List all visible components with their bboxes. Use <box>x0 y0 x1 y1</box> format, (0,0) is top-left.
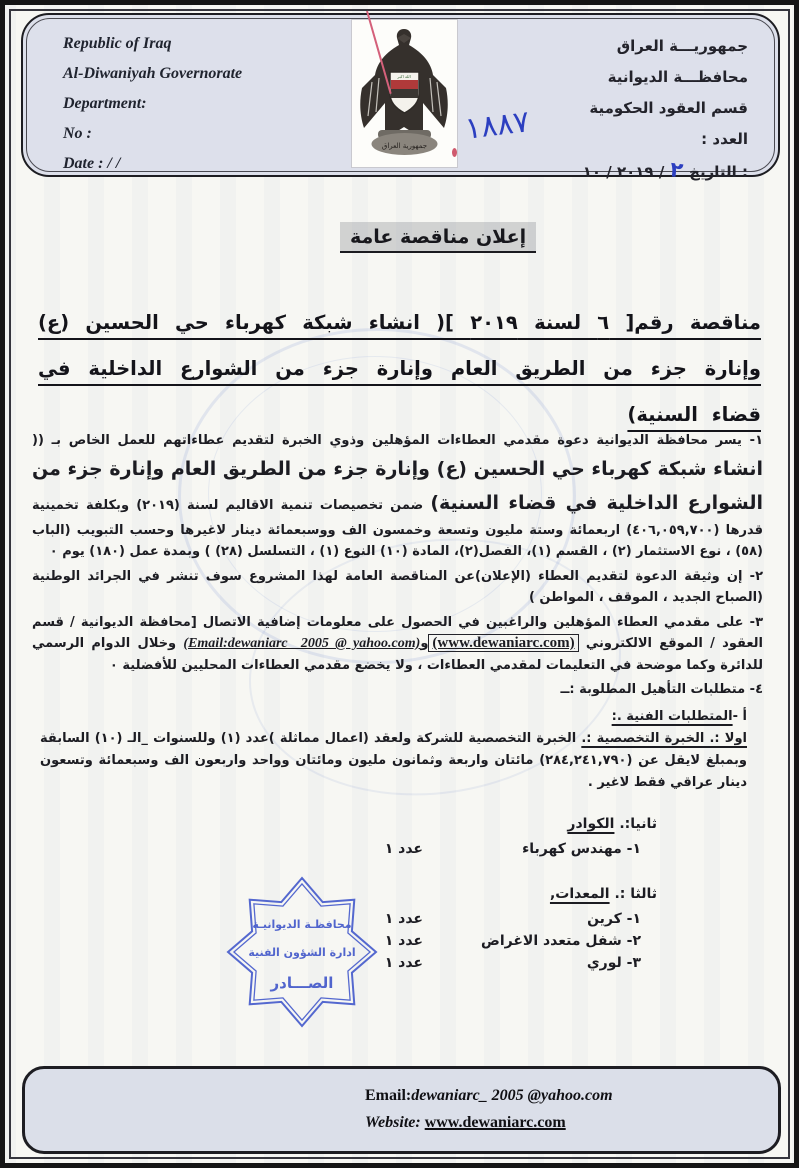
table-row <box>36 838 763 860</box>
item1-intro: ١- يسر محافظة الديوانية دعوة مقدمي العطاءات المؤهلين وذوي الخبرة لتقديم عطاءاتهم للعمل الخاص بـ (( <box>32 433 763 448</box>
letterhead-english <box>63 29 242 179</box>
equipment-count: عدد ١ <box>384 933 423 949</box>
item1-project-name: انشاء شبكة كهرباء حي الحسين (ع) وإنارة جزء من الطريق العام وإنارة جزء من الشوارع الداخلية في قضاء السنية) <box>32 457 763 514</box>
tender-heading: مناقصة رقم[ ٦ لسنة ٢٠١٩ ]( انشاء شبكة كهرباء حي الحسين (ع) وإنارة جزء من الطريق العام وإنارة جزء من الشوارع الداخلية في قضاء السنية) <box>38 311 761 426</box>
footer-contact-text <box>365 1082 613 1136</box>
first-requirement-text: الخبرة التخصصية للشركة ولعقد (اعمال مماثلة )عدد (١) وللسنوات _الـ (١٠) السابقة وبمبلغ لايقل عن (٢٨٤,٢٤١,٧٩٠) مائتان واربعة وثمانون مليون ومائتان وواحد واربعون الف وسبعمائة وتسعون دينار عراقي فقط لاغير . <box>40 731 747 790</box>
cadres-section <box>36 816 763 860</box>
governorate-en: Al-Diwaniyah Governorate <box>63 65 243 82</box>
svg-text:الله اكبر: الله اكبر <box>397 74 411 79</box>
document-date-line <box>583 155 748 188</box>
cadre-name: ١- مهندس كهرباء <box>522 841 641 857</box>
item3-intro: ٣- على مقدمي العطاء المؤهلين والراغبين في الحصول على معلومات إضافية الاتصال [محافظة الديوانية / قسم العقود / الموقع الالكتروني <box>32 614 763 651</box>
footer-email-line <box>365 1082 613 1109</box>
handwritten-document-number: ١٨٨٧ <box>462 104 532 147</box>
item1-details: ضمن تخصيصات تنمية الاقاليم لسنة (٢٠١٩) وبكلفة تخمينية قدرها (٤٠٦,٠٥٩,٧٠٠) اربعمائة وستة مليون وتسعة وخمسون الف ووسبعمائة دينار لاغيرها وحسب التبويب (الباب (٥٨) ، نوع الاستثمار (٢) ، القسم (١)، الفصل(٢)، المادة (١٠) النوع (١) ، التسلسل (٢٨) ) وبمدة عمل (١٨٠) يوم ٠ <box>32 497 763 559</box>
date-label-ar: التاريخ : <box>689 163 748 181</box>
equipment-name: ٣- لوري <box>586 955 641 971</box>
heading-a-text: المتطلبات الفنية .: <box>611 709 733 724</box>
equipment-title: المعدات, <box>549 886 610 902</box>
qualification-section <box>40 706 747 794</box>
stamp-line-issued: الصـــادر <box>270 974 334 992</box>
country-en: Republic of Iraq <box>63 35 172 52</box>
table-row <box>36 930 763 952</box>
cadres-title: الكوادر <box>567 816 615 832</box>
equipment-count: عدد ١ <box>384 955 423 971</box>
letterhead-arabic <box>462 31 748 188</box>
handwritten-date-day: ٢ <box>668 157 685 183</box>
date-year-month: ٢٠١٩ / ١٠ / <box>582 163 665 181</box>
email-value: dewaniarc_ 2005 @yahoo.com <box>411 1087 613 1104</box>
svg-text:جمهورية العراق: جمهورية العراق <box>381 142 428 150</box>
list-item-4: ٤- متطلبات التأهيل المطلوبة :ــ <box>560 682 763 697</box>
email-label: Email: <box>365 1087 412 1104</box>
cadre-count: عدد ١ <box>384 841 423 857</box>
official-star-stamp <box>222 874 382 1034</box>
table-row <box>36 908 763 930</box>
department-label-en: Department: <box>63 95 147 112</box>
eagle-icon <box>352 20 457 167</box>
table-row <box>36 952 763 974</box>
footer-website-line <box>365 1109 613 1136</box>
list-item-3 <box>32 612 763 677</box>
country-ar: جمهوريـــة العراق <box>616 37 748 55</box>
red-pen-dot <box>452 148 457 157</box>
website-value: www.dewaniarc.com <box>424 1114 566 1131</box>
first-requirement-label: اولا :. الخبرة التخصصية :. <box>581 731 748 746</box>
equipment-heading <box>36 886 763 902</box>
stamp-line-governorate: محافظـة الديوانيـة <box>252 918 352 931</box>
date-label-en: Date : / / <box>63 155 121 172</box>
list-item-1 <box>32 430 763 563</box>
equipment-label: ثالثا :. <box>609 886 657 902</box>
equipment-count: عدد ١ <box>384 911 423 927</box>
governorate-ar: محافظـــة الديوانية <box>607 68 748 86</box>
item3-details: وخلال الدوام الرسمي للدائرة وكما موضحة في التعليمات لمقدمي العطاءات ، ولا يخضع مقدمي العطاءات المحليين للأفضلية ٠ <box>32 636 763 673</box>
equipment-name: ١- كرين <box>587 911 641 927</box>
number-label-ar: العدد : <box>701 130 748 148</box>
number-label-en: No : <box>63 125 92 142</box>
department-ar: قسم العقود الحكومية <box>589 99 748 117</box>
list-item-2: ٢- إن وثيقة الدعوة لتقديم العطاء (الإعلان)عن المناقصة العامة لهذا المشروع سوف تنشر في الجرائد الوطنية (الصباح الجديد ، الموقف ، المواطن ) <box>32 568 763 605</box>
tender-body <box>32 430 763 704</box>
cadres-label: ثانيا:. <box>614 816 657 832</box>
stamp-line-directorate: ادارة الشؤون الفنية <box>248 946 356 959</box>
footer-contact-box <box>22 1066 781 1154</box>
equipment-name: ٢- شفل متعدد الاغراض <box>480 933 641 949</box>
cadres-heading <box>36 816 763 832</box>
heading-a-prefix: أ - <box>732 709 747 724</box>
website-link: (www.dewaniarc.com) <box>428 634 578 652</box>
item3-conjunction: و <box>420 636 429 651</box>
equipment-section <box>36 886 763 974</box>
page-title: إعلان مناقصة عامة <box>340 222 536 253</box>
technical-requirements-heading <box>40 706 747 728</box>
iraq-coat-of-arms-emblem <box>352 20 457 167</box>
email-link: (Email:dewaniarc_ 2005 @ yahoo.com) <box>183 636 421 651</box>
specialized-experience <box>40 728 747 794</box>
website-label: Website: <box>365 1114 421 1131</box>
